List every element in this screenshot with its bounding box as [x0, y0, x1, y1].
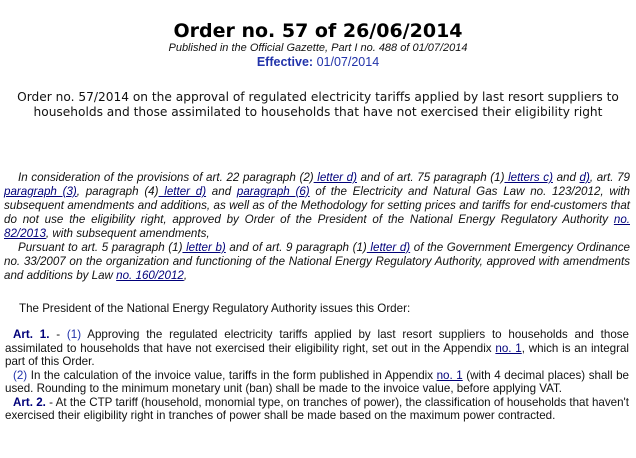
paragraph-number: (2) [13, 368, 28, 382]
text-run: - At the CTP tariff (household, monomial type, on tranches of power), the classification of households that haven't exercised their eligibility right in tranches of power shall be made based on the maximum power contracted. [5, 395, 629, 422]
article-1-paragraph-2 [5, 369, 629, 396]
text-run: , with subsequent amendments, [45, 227, 210, 240]
text-run: , paragraph (4) [76, 185, 159, 198]
preamble-paragraph-2 [4, 241, 630, 283]
text-run: and [206, 185, 237, 198]
text-run: , which is an integral part of this Order. [5, 341, 629, 368]
publication-note: Published in the Official Gazette, Part I no. 488 of 01/07/2014 [168, 42, 468, 54]
effective-label: Effective: [256, 55, 314, 69]
article-1-paragraph-1 [5, 328, 629, 369]
text-run: and [552, 171, 580, 184]
link-letter-d-2[interactable]: d) [579, 171, 590, 184]
text-run: (with 4 decimal places) shall be used. Rounding to the minimum monetary unit (ban) shall be made to the invoice value, before applying VAT. [5, 368, 629, 395]
text-run: , art. 79 [589, 171, 630, 184]
link-letter-d-3[interactable]: letter d) [158, 185, 207, 198]
text-run: Pursuant to art. 5 paragraph (1) [18, 241, 183, 254]
link-law-160-2012[interactable]: no. 160/2012 [116, 269, 184, 282]
text-run: , [183, 269, 188, 282]
paragraph-number: (1) [66, 328, 82, 341]
link-letter-b[interactable]: letter b) [182, 241, 226, 254]
issuing-statement: The President of the National Energy Regulatory Authority issues this Order: [19, 302, 411, 315]
preamble-paragraph-1 [4, 171, 630, 241]
text-run: - [49, 328, 67, 341]
effective-date: 01/07/2014 [316, 55, 380, 69]
preamble [4, 171, 630, 283]
text-run: of the Electricity and Natural Gas Law no. 123/2012, with subsequent amendments and additions, as well as of the Methodology for setting prices and tariffs for end-customers that do not use the eligibility right, approved by Order of the President of the National Energy Regulatory Authority [4, 185, 630, 226]
link-letter-d-4[interactable]: letter d) [366, 241, 411, 254]
link-letter-d[interactable]: letter d) [313, 171, 357, 184]
article-2-label: Art. 2. [13, 395, 46, 409]
text-run: of the Government Emergency Ordinance no. 33/2007 on the organization and functioning of the National Energy Regulatory Authority, approved with amendments and additions by Law [4, 241, 630, 282]
order-title: Order no. 57/2014 on the approval of regulated electricity tariffs applied by last resort suppliers to households and those assimilated to households that have not exercised their eligibility right [17, 90, 619, 119]
article-1-label: Art. 1. [13, 328, 50, 341]
text-run: In consideration of the provisions of art. 22 paragraph (2) [18, 171, 314, 184]
link-paragraph-3[interactable]: paragraph (3) [4, 185, 77, 198]
articles [5, 328, 629, 423]
link-letters-c[interactable]: letters c) [504, 171, 553, 184]
text-run: Approving the regulated electricity tariffs applied by last resort suppliers to households and those assimilated to households that have not exercised their eligibility right, set out in the Appendix [5, 328, 630, 355]
link-appendix-1-2[interactable]: no. 1 [436, 368, 463, 382]
text-run: and of art. 9 paragraph (1) [225, 241, 367, 254]
text-run: In the calculation of the invoice value, tariffs in the form published in Appendix [27, 368, 437, 382]
effective-date-line [0, 55, 636, 69]
link-appendix-1[interactable]: no. 1 [495, 341, 522, 355]
order-heading: Order no. 57 of 26/06/2014 [173, 20, 463, 42]
article-2 [5, 396, 629, 423]
link-order-82-2013[interactable]: no. 82/2013 [4, 213, 630, 240]
link-paragraph-6[interactable]: paragraph (6) [236, 185, 310, 198]
text-run: and of art. 75 paragraph (1) [356, 171, 505, 184]
